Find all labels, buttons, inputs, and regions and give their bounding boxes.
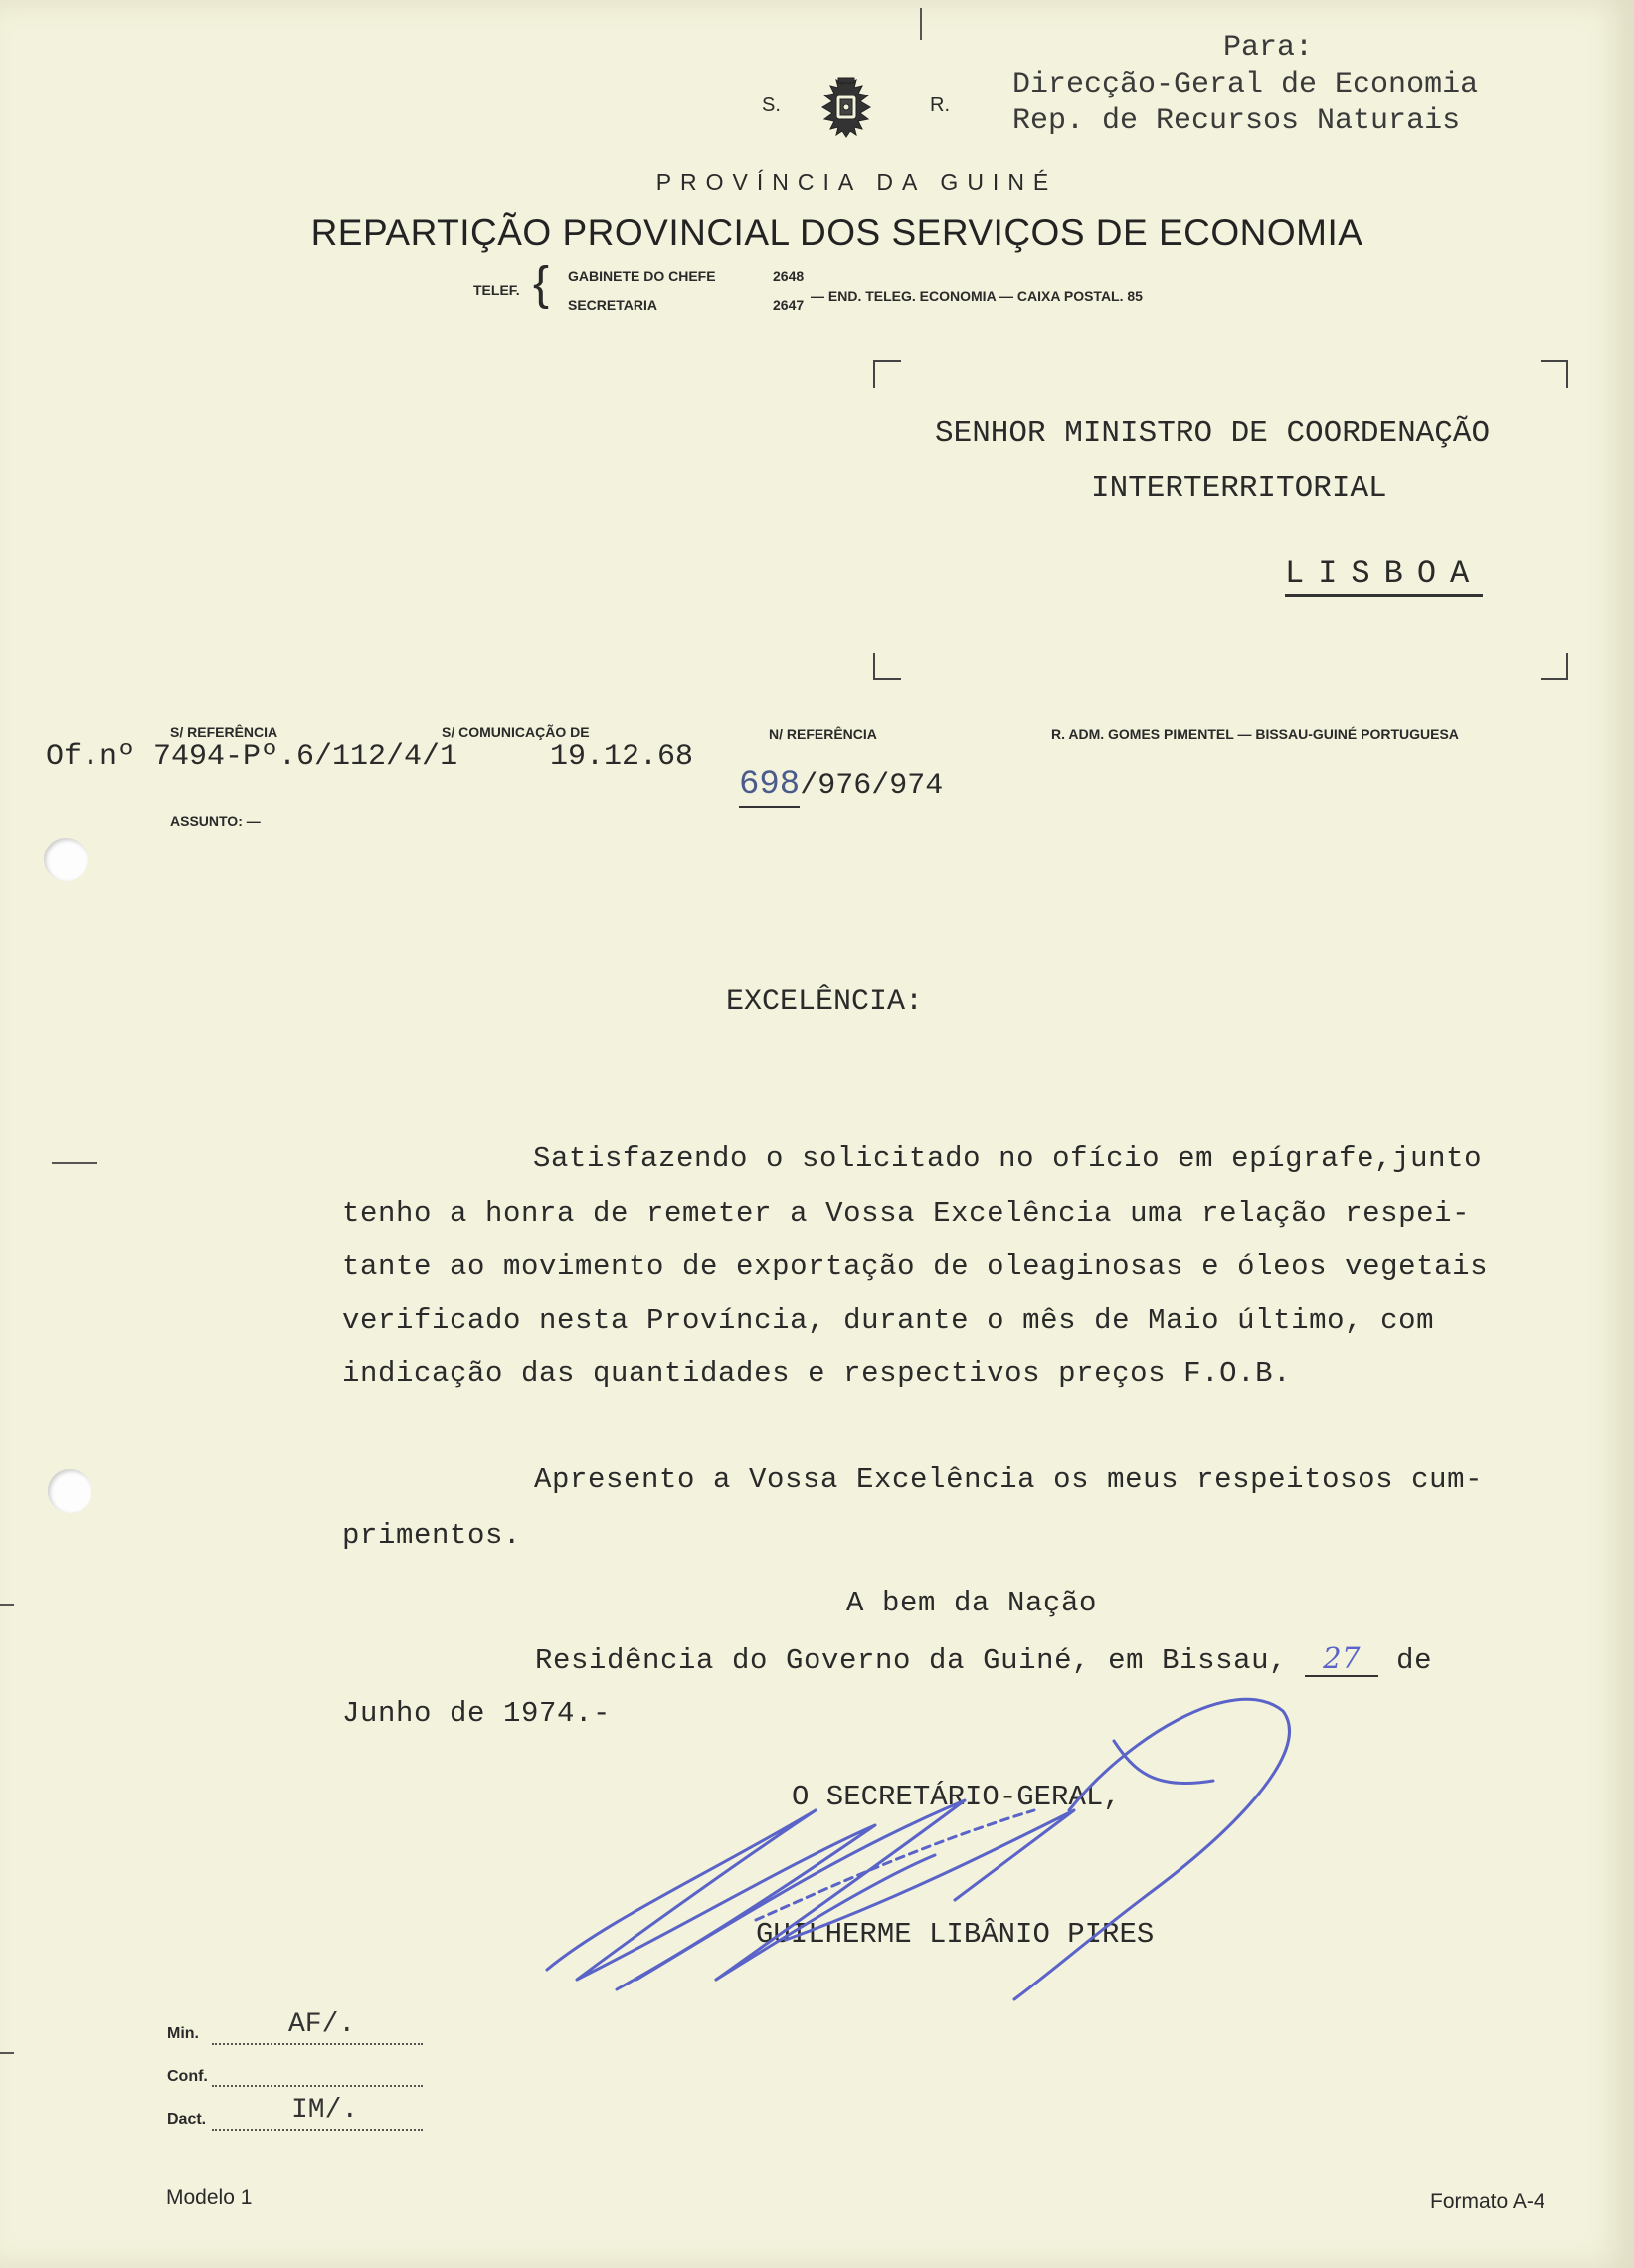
place-suffix: de — [1396, 1644, 1433, 1677]
gabinete-label: GABINETE DO CHEFE — [568, 268, 716, 284]
header-s-label: S. — [762, 94, 781, 116]
gabinete-phone: 2648 — [773, 268, 805, 284]
body-line: indicação das quantidades e respectivos preços F.O.B. — [342, 1357, 1292, 1390]
place-line — [535, 1641, 1432, 1677]
model-label: Modelo 1 — [166, 2186, 253, 2209]
department-title: REPARTIÇÃO PROVINCIAL DOS SERVIÇOS DE ECONOMIA — [310, 212, 1363, 253]
recipient-note — [1012, 30, 1478, 140]
n-referencia-label: N/ REFERÊNCIA — [769, 726, 877, 742]
conf-dotted-line — [212, 2083, 423, 2087]
place-prefix: Residência do Governo da Guiné, em Bissau, — [535, 1644, 1288, 1677]
window-corner-mark — [1541, 360, 1568, 388]
body-line: Apresento a Vossa Excelência os meus respeitosos cum- — [534, 1463, 1484, 1496]
window-corner-mark — [873, 653, 901, 680]
recipient-note-line: Direcção-Geral de Economia — [1012, 68, 1479, 101]
handwritten-day: 27 — [1305, 1641, 1378, 1677]
min-label: Min. — [167, 2025, 199, 2042]
secretaria-phone: 2647 — [773, 297, 805, 313]
margin-tick — [0, 1604, 14, 1606]
min-dotted-line — [212, 2041, 423, 2045]
month-year-line: Junho de 1974.- — [342, 1697, 612, 1730]
s-referencia-label: S/ REFERÊNCIA — [170, 724, 278, 740]
handwritten-signature — [517, 1681, 1313, 2019]
format-label: Formato A-4 — [1430, 2190, 1545, 2213]
dact-dotted-line — [212, 2127, 423, 2131]
addressee-line-1: SENHOR MINISTRO DE COORDENAÇÃO — [935, 416, 1491, 451]
body-line: verificado nesta Província, durante o mês de Maio último, com — [342, 1304, 1435, 1337]
s-comunicacao-label: S/ COMUNICAÇÃO DE — [442, 724, 590, 740]
punch-hole — [44, 838, 88, 881]
dact-value: IM/. — [291, 2095, 359, 2126]
salutation: EXCELÊNCIA: — [726, 985, 924, 1019]
margin-tick — [52, 1162, 97, 1164]
window-corner-mark — [873, 360, 901, 388]
assunto-label: ASSUNTO: — — [170, 813, 261, 829]
s-referencia-value: Of.nº 7494-Pº.6/112/4/1 — [46, 740, 458, 774]
office-address: R. ADM. GOMES PIMENTEL — BISSAU-GUINÉ PORTUGUESA — [1051, 726, 1459, 742]
body-line: tante ao movimento de exportação de oleaginosas e óleos vegetais — [342, 1250, 1489, 1283]
punch-hole — [48, 1469, 91, 1513]
signatory-name: GUILHERME LIBÂNIO PIRES — [756, 1918, 1155, 1951]
signatory-title: O SECRETÁRIO-GERAL, — [792, 1781, 1121, 1813]
secretaria-label: SECRETARIA — [568, 297, 657, 313]
addressee-city: LISBOA — [1285, 555, 1483, 597]
telef-label: TELEF. — [473, 283, 520, 298]
header-r-label: R. — [930, 94, 950, 116]
telegraph-address: — END. TELEG. ECONOMIA — CAIXA POSTAL. 85 — [811, 288, 1143, 304]
n-referencia-rest: /976/974 — [800, 769, 944, 803]
conf-label: Conf. — [167, 2068, 208, 2085]
recipient-note-line: Para: — [1223, 31, 1314, 65]
fold-mark — [920, 8, 922, 40]
n-referencia-number: 698 — [739, 766, 800, 808]
dact-label: Dact. — [167, 2111, 207, 2128]
margin-tick — [0, 2052, 14, 2054]
coat-of-arms-icon — [811, 72, 882, 143]
recipient-note-line: Rep. de Recursos Naturais — [1012, 104, 1461, 138]
body-line: Satisfazendo o solicitado no ofício em epígrafe,junto — [533, 1142, 1483, 1175]
province-title: PROVÍNCIA DA GUINÉ — [655, 169, 1058, 195]
window-corner-mark — [1541, 653, 1568, 680]
body-line: primentos. — [342, 1519, 522, 1552]
addressee-line-2: INTERTERRITORIAL — [1091, 472, 1387, 506]
s-comunicacao-value: 19.12.68 — [550, 740, 694, 774]
closing-line: A bem da Nação — [846, 1587, 1098, 1619]
brace-symbol: { — [533, 258, 550, 310]
min-value: AF/. — [288, 2009, 356, 2040]
body-line: tenho a honra de remeter a Vossa Excelência uma relação respei- — [342, 1197, 1471, 1229]
n-referencia-value — [739, 766, 943, 808]
